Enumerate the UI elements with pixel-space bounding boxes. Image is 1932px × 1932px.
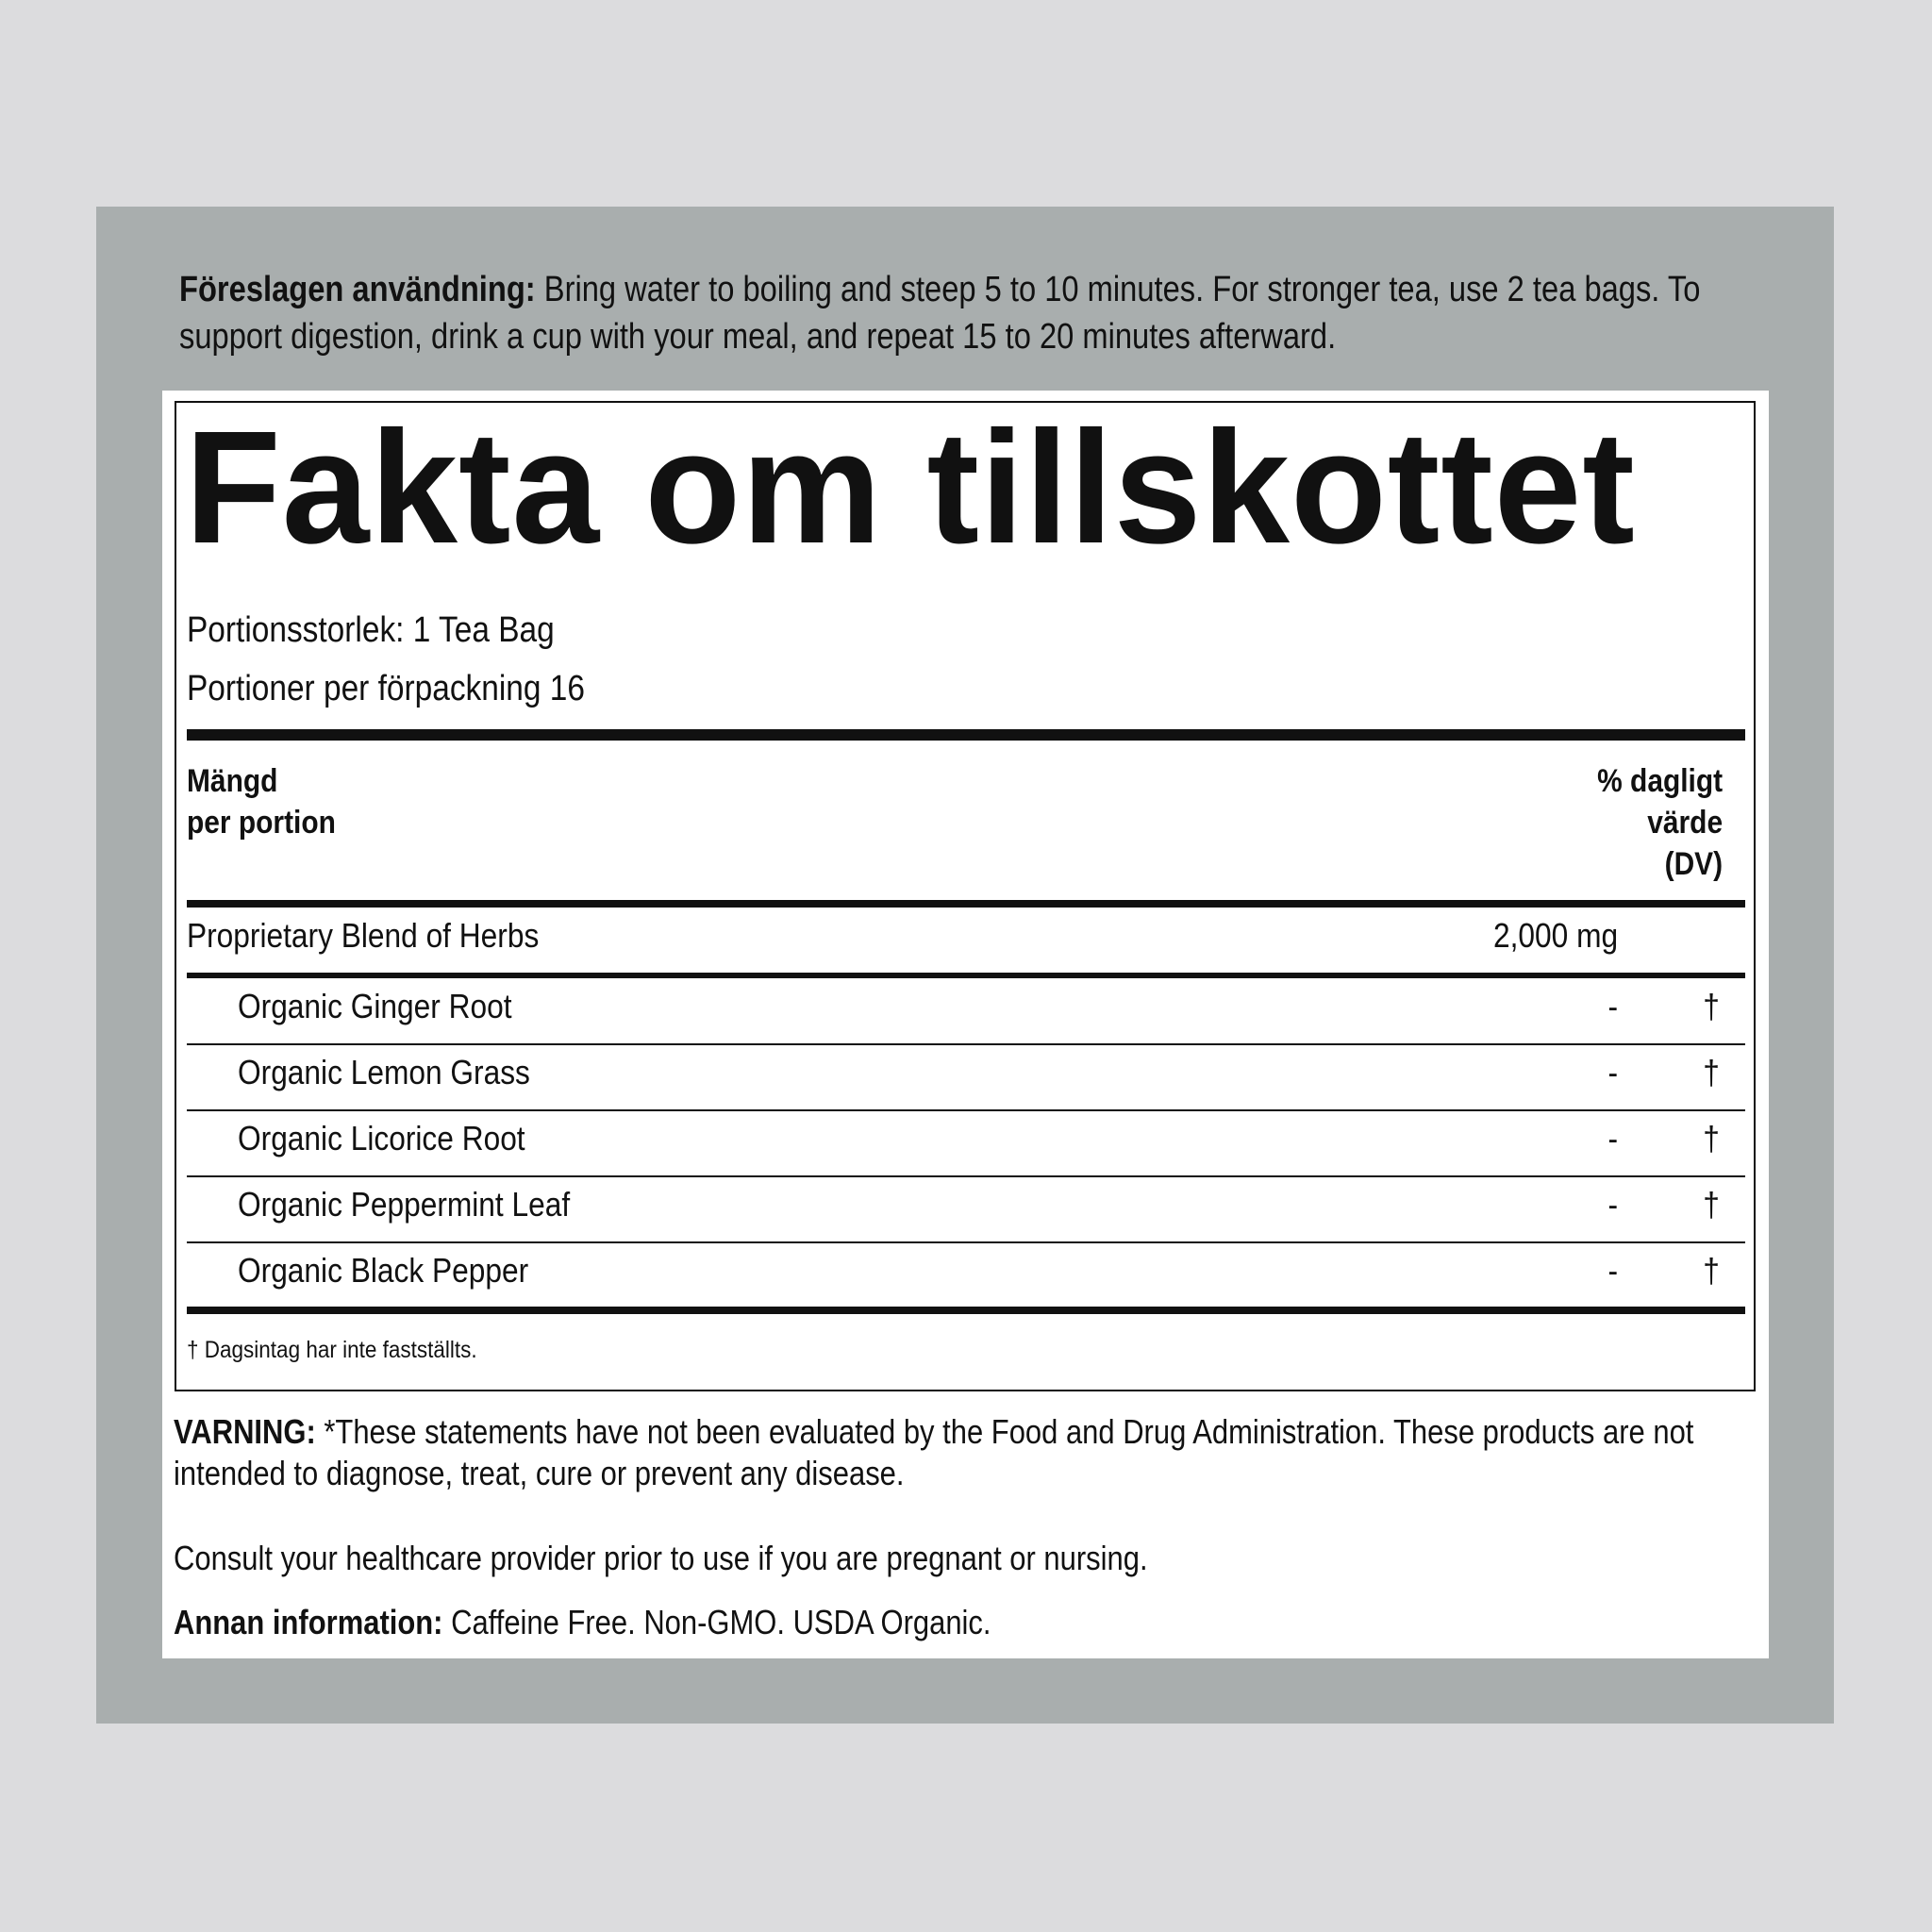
footnote: † Dagsintag har inte fastställts. <box>187 1337 477 1363</box>
blend-name: Proprietary Blend of Herbs <box>187 916 540 955</box>
suggested-use-text: Bring water to boiling and steep 5 to 10 minutes. For stronger tea, use 2 tea bags. To support digestion, drink a cup with your meal, and repeat 15 to 20 minutes afterward. <box>179 270 1701 357</box>
ingredient-name: Organic Black Pepper <box>238 1251 529 1290</box>
dv-header-line1: % dagligt <box>1597 763 1723 799</box>
ingredient-dv-dagger: † <box>1703 1119 1720 1158</box>
amount-header-line1: Mängd <box>187 763 278 799</box>
thick-divider-header <box>187 900 1745 908</box>
row-divider <box>187 1043 1745 1045</box>
ingredient-amount: - <box>1607 1119 1618 1158</box>
row-divider <box>187 1175 1745 1177</box>
blend-amount: 2,000 mg <box>1492 916 1618 955</box>
ingredient-amount: - <box>1607 1053 1618 1091</box>
other-information-label: Annan information: <box>174 1603 443 1641</box>
other-information-text: Caffeine Free. Non-GMO. USDA Organic. <box>442 1603 991 1641</box>
ingredient-dv-dagger: † <box>1703 1251 1720 1290</box>
servings-per-container: Portioner per förpackning 16 <box>187 669 585 708</box>
divider-blend <box>187 973 1745 978</box>
warning-label: VARNING: <box>174 1412 316 1451</box>
ingredient-dv-dagger: † <box>1703 987 1720 1025</box>
amount-per-serving-header <box>187 760 336 843</box>
ingredient-dv-dagger: † <box>1703 1185 1720 1224</box>
row-divider <box>187 1109 1745 1111</box>
ingredient-amount: - <box>1607 1251 1618 1290</box>
suggested-use-label: Föreslagen användning: <box>179 270 536 309</box>
thick-divider-top <box>187 729 1745 741</box>
ingredient-name: Organic Ginger Root <box>238 987 512 1025</box>
consult-note: Consult your healthcare provider prior to use if you are pregnant or nursing. <box>174 1539 1148 1577</box>
ingredient-amount: - <box>1607 987 1618 1025</box>
facts-title: Fakta om tillskottet <box>185 398 1636 577</box>
ingredient-amount: - <box>1607 1185 1618 1224</box>
dv-header-line2: värde <box>1647 805 1723 841</box>
ingredient-name: Organic Peppermint Leaf <box>238 1185 571 1224</box>
thick-divider-bottom <box>187 1307 1745 1314</box>
row-divider <box>187 1241 1745 1243</box>
dv-header-line3: (DV) <box>1664 846 1723 882</box>
ingredient-name: Organic Lemon Grass <box>238 1053 530 1091</box>
suggested-use <box>179 266 1707 360</box>
warning-text: *These statements have not been evaluated by the Food and Drug Administration. These products are not intended to diagnose, treat, cure or prevent any disease. <box>174 1412 1694 1492</box>
amount-header-line2: per portion <box>187 805 336 841</box>
daily-value-header <box>1597 760 1723 885</box>
serving-size: Portionsstorlek: 1 Tea Bag <box>187 610 555 650</box>
other-information <box>174 1602 991 1643</box>
ingredient-dv-dagger: † <box>1703 1053 1720 1091</box>
warning <box>174 1411 1724 1494</box>
ingredient-name: Organic Licorice Root <box>238 1119 525 1158</box>
